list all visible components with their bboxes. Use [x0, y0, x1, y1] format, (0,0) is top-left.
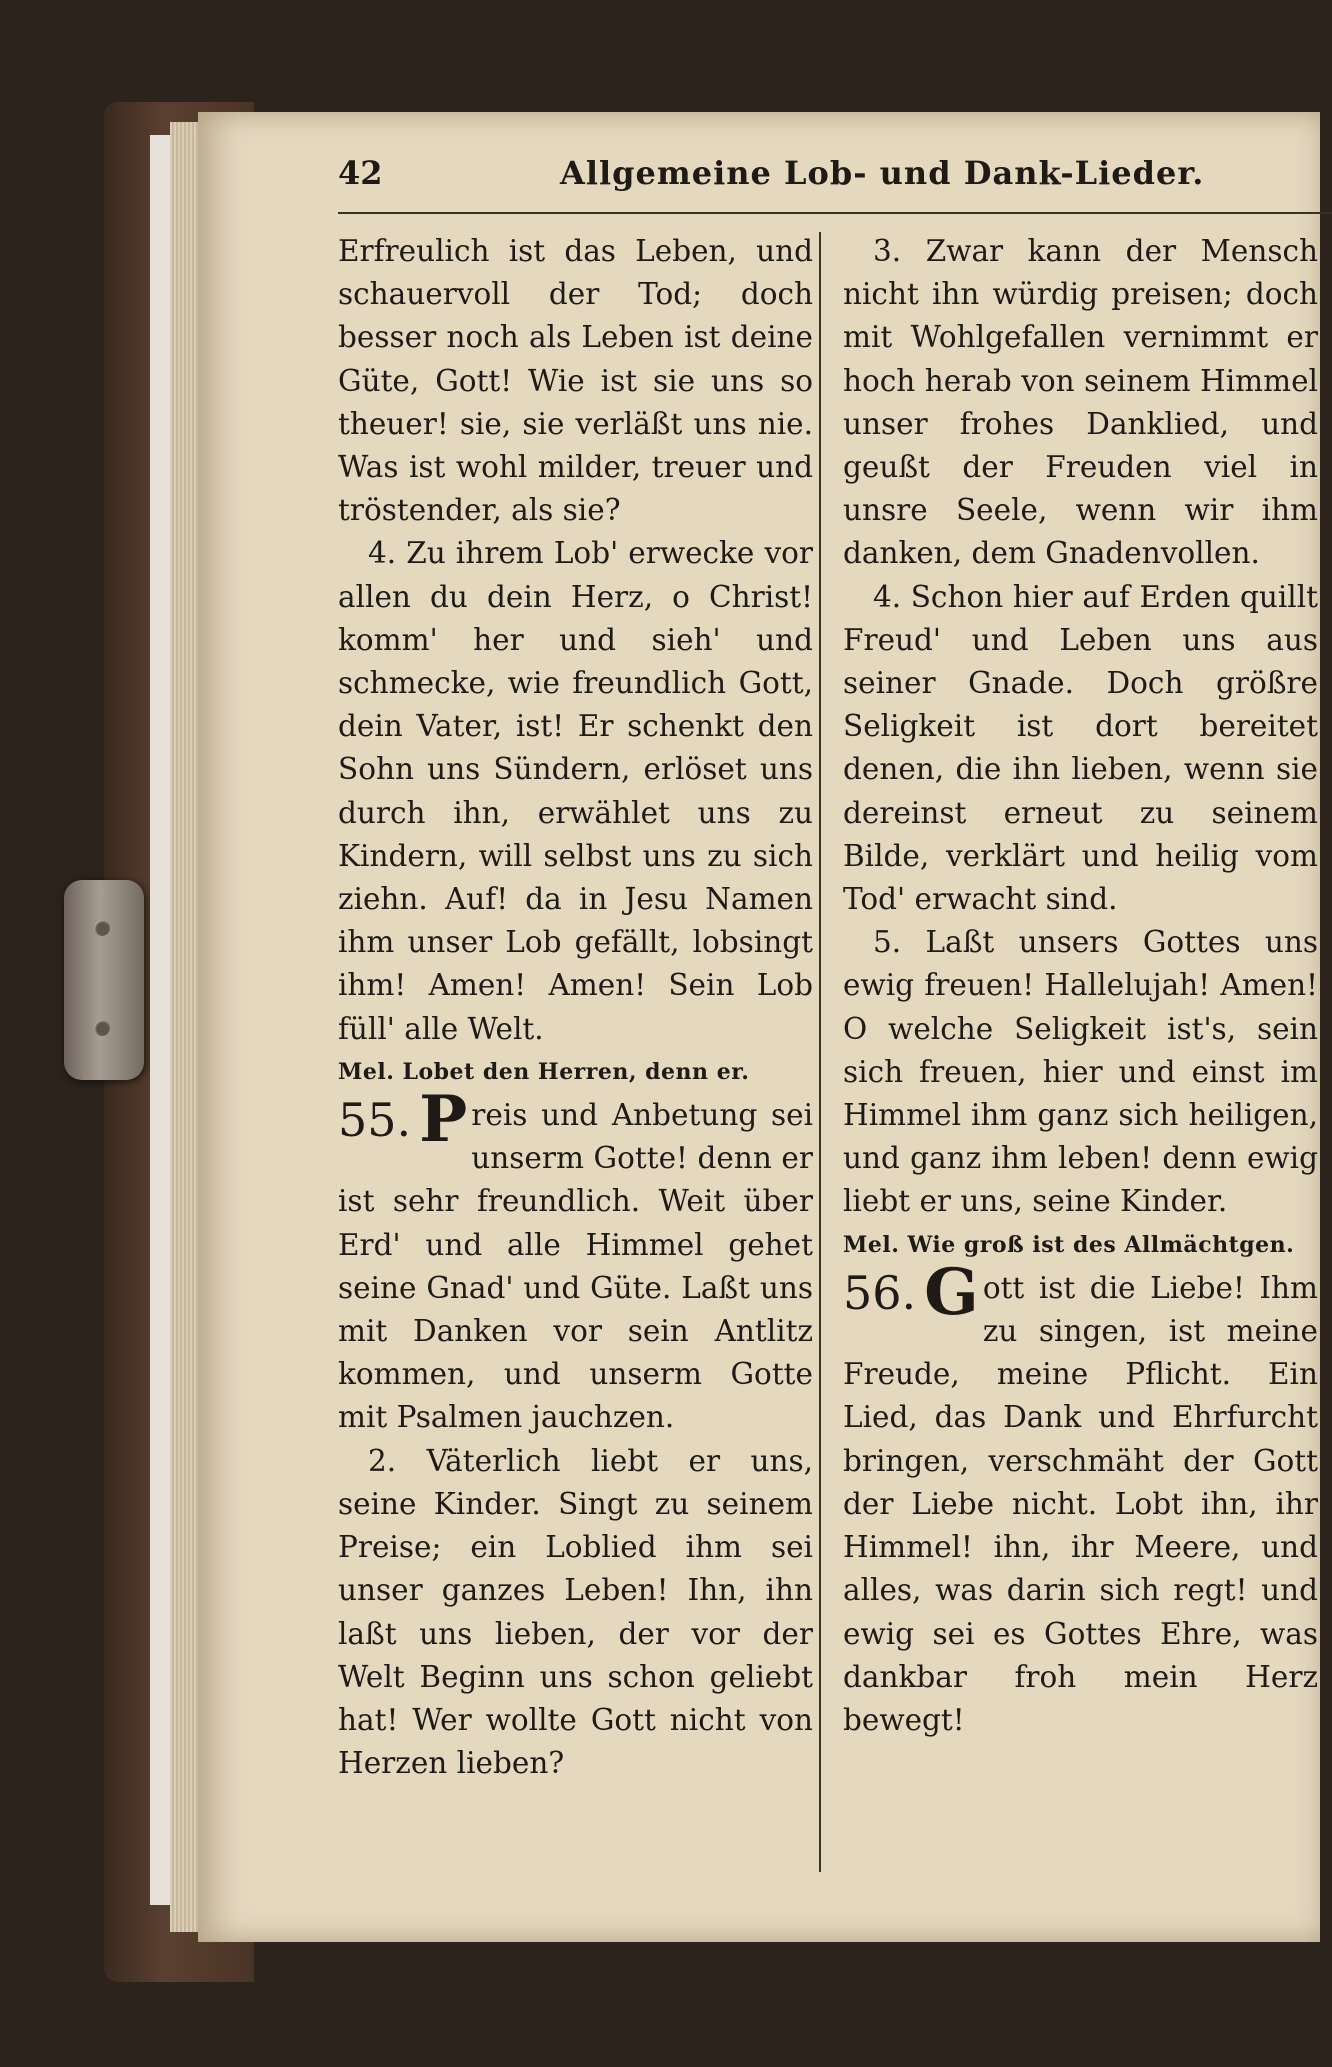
column-divider — [819, 232, 821, 1872]
clasp-rivet — [94, 920, 110, 936]
book-page — [198, 112, 1320, 1942]
hymn-text: ott ist die Liebe! Ihm zu singen, ist meine Freude, meine Pflicht. Ein Lied, das Dank und Ehrfurcht bringen, verschmäht der Gott der Liebe nicht. Lobt ihn, ihr Himmel! ihn, ihr Meere, und alles, was darin sich regt! und ewig sei es Gottes Ehre, was dankbar froh mein Herz bewegt! — [843, 1270, 1318, 1737]
verse-paragraph: 4. Schon hier auf Erden quillt Freud' und Leben uns aus seiner Gnade. Doch größre Seligkeit ist dort bereitet denen, die ihn lieben, wenn sie dereinst erneut zu seinem Bilde, verklärt und heilig vom Tod' erwacht sind. — [843, 579, 1318, 917]
drop-cap: P — [419, 1082, 468, 1158]
right-column — [843, 230, 1318, 1742]
verse-paragraph: 2. Väterlich liebt er uns, seine Kinder. Singt zu seinem Preise; ein Loblied ihm sei unser ganzes Leben! Ihn, ihn laßt uns lieben, der vor der Welt Beginn uns schon geliebt hat! Wer wollte Gott nicht von Herzen lieben? — [338, 1443, 813, 1781]
melody-line: Mel. Lobet den Herren, denn er. — [338, 1058, 750, 1085]
hymn-number: 55. — [338, 1093, 412, 1148]
hymn-55 — [338, 1082, 813, 1440]
header-rule — [338, 212, 1332, 214]
hymn-text: reis und Anbetung sei unserm Gotte! denn er ist sehr freundlich. Weit über Erd' und alle Himmel gehet seine Gnad' und Güte. Laßt uns mit Danken vor sein Antlitz kommen, und unserm Gotte mit Psalmen jauchzen. — [338, 1098, 813, 1435]
verse-paragraph: Erfreulich ist das Leben, und schauervoll der Tod; doch besser noch als Leben ist deine Güte, Gott! Wie ist sie uns so theuer! sie, sie verläßt uns nie. Was ist wohl milder, treuer und tröstender, als sie? — [338, 234, 813, 528]
verse-paragraph: 4. Zu ihrem Lob' erwecke vor allen du dein Herz, o Christ! komm' her und sieh' und schmecke, wie freundlich Gott, dein Vater, ist! Er schenkt den Sohn uns Sündern, erlöset uns durch ihn, erwählet uns zu Kindern, will selbst uns zu sich ziehn. Auf! da in Jesu Namen ihm unser Lob gefällt, lobsingt ihm! Amen! Amen! Sein Lob füll' alle Welt. — [338, 536, 813, 1046]
page-number: 42 — [338, 154, 383, 192]
hymn-56 — [843, 1254, 1318, 1742]
running-title: Allgemeine Lob- und Dank-Lieder. — [560, 154, 1205, 192]
verse-paragraph: 5. Laßt unsers Gottes uns ewig freuen! Hallelujah! Amen! O welche Seligkeit ist's, sein sich freuen, hier und einst im Himmel ihm ganz sich heiligen, und ganz ihm leben! denn ewig liebt er uns, seine Kinder. — [843, 925, 1318, 1219]
drop-cap: G — [924, 1254, 979, 1330]
hymn-number: 56. — [843, 1265, 917, 1320]
verse-paragraph: 3. Zwar kann der Mensch nicht ihn würdig preisen; doch mit Wohlgefallen vernimmt er hoch herab von seinem Himmel unser frohes Danklied, und geußt der Freuden viel in unsre Seele, wenn wir ihm danken, dem Gnadenvollen. — [843, 234, 1318, 571]
page-header — [198, 154, 1320, 194]
clasp-rivet — [94, 1020, 110, 1036]
book-clasp — [64, 880, 144, 1080]
melody-line: Mel. Wie groß ist des Allmächtgen. — [843, 1231, 1295, 1258]
left-column — [338, 230, 813, 1785]
